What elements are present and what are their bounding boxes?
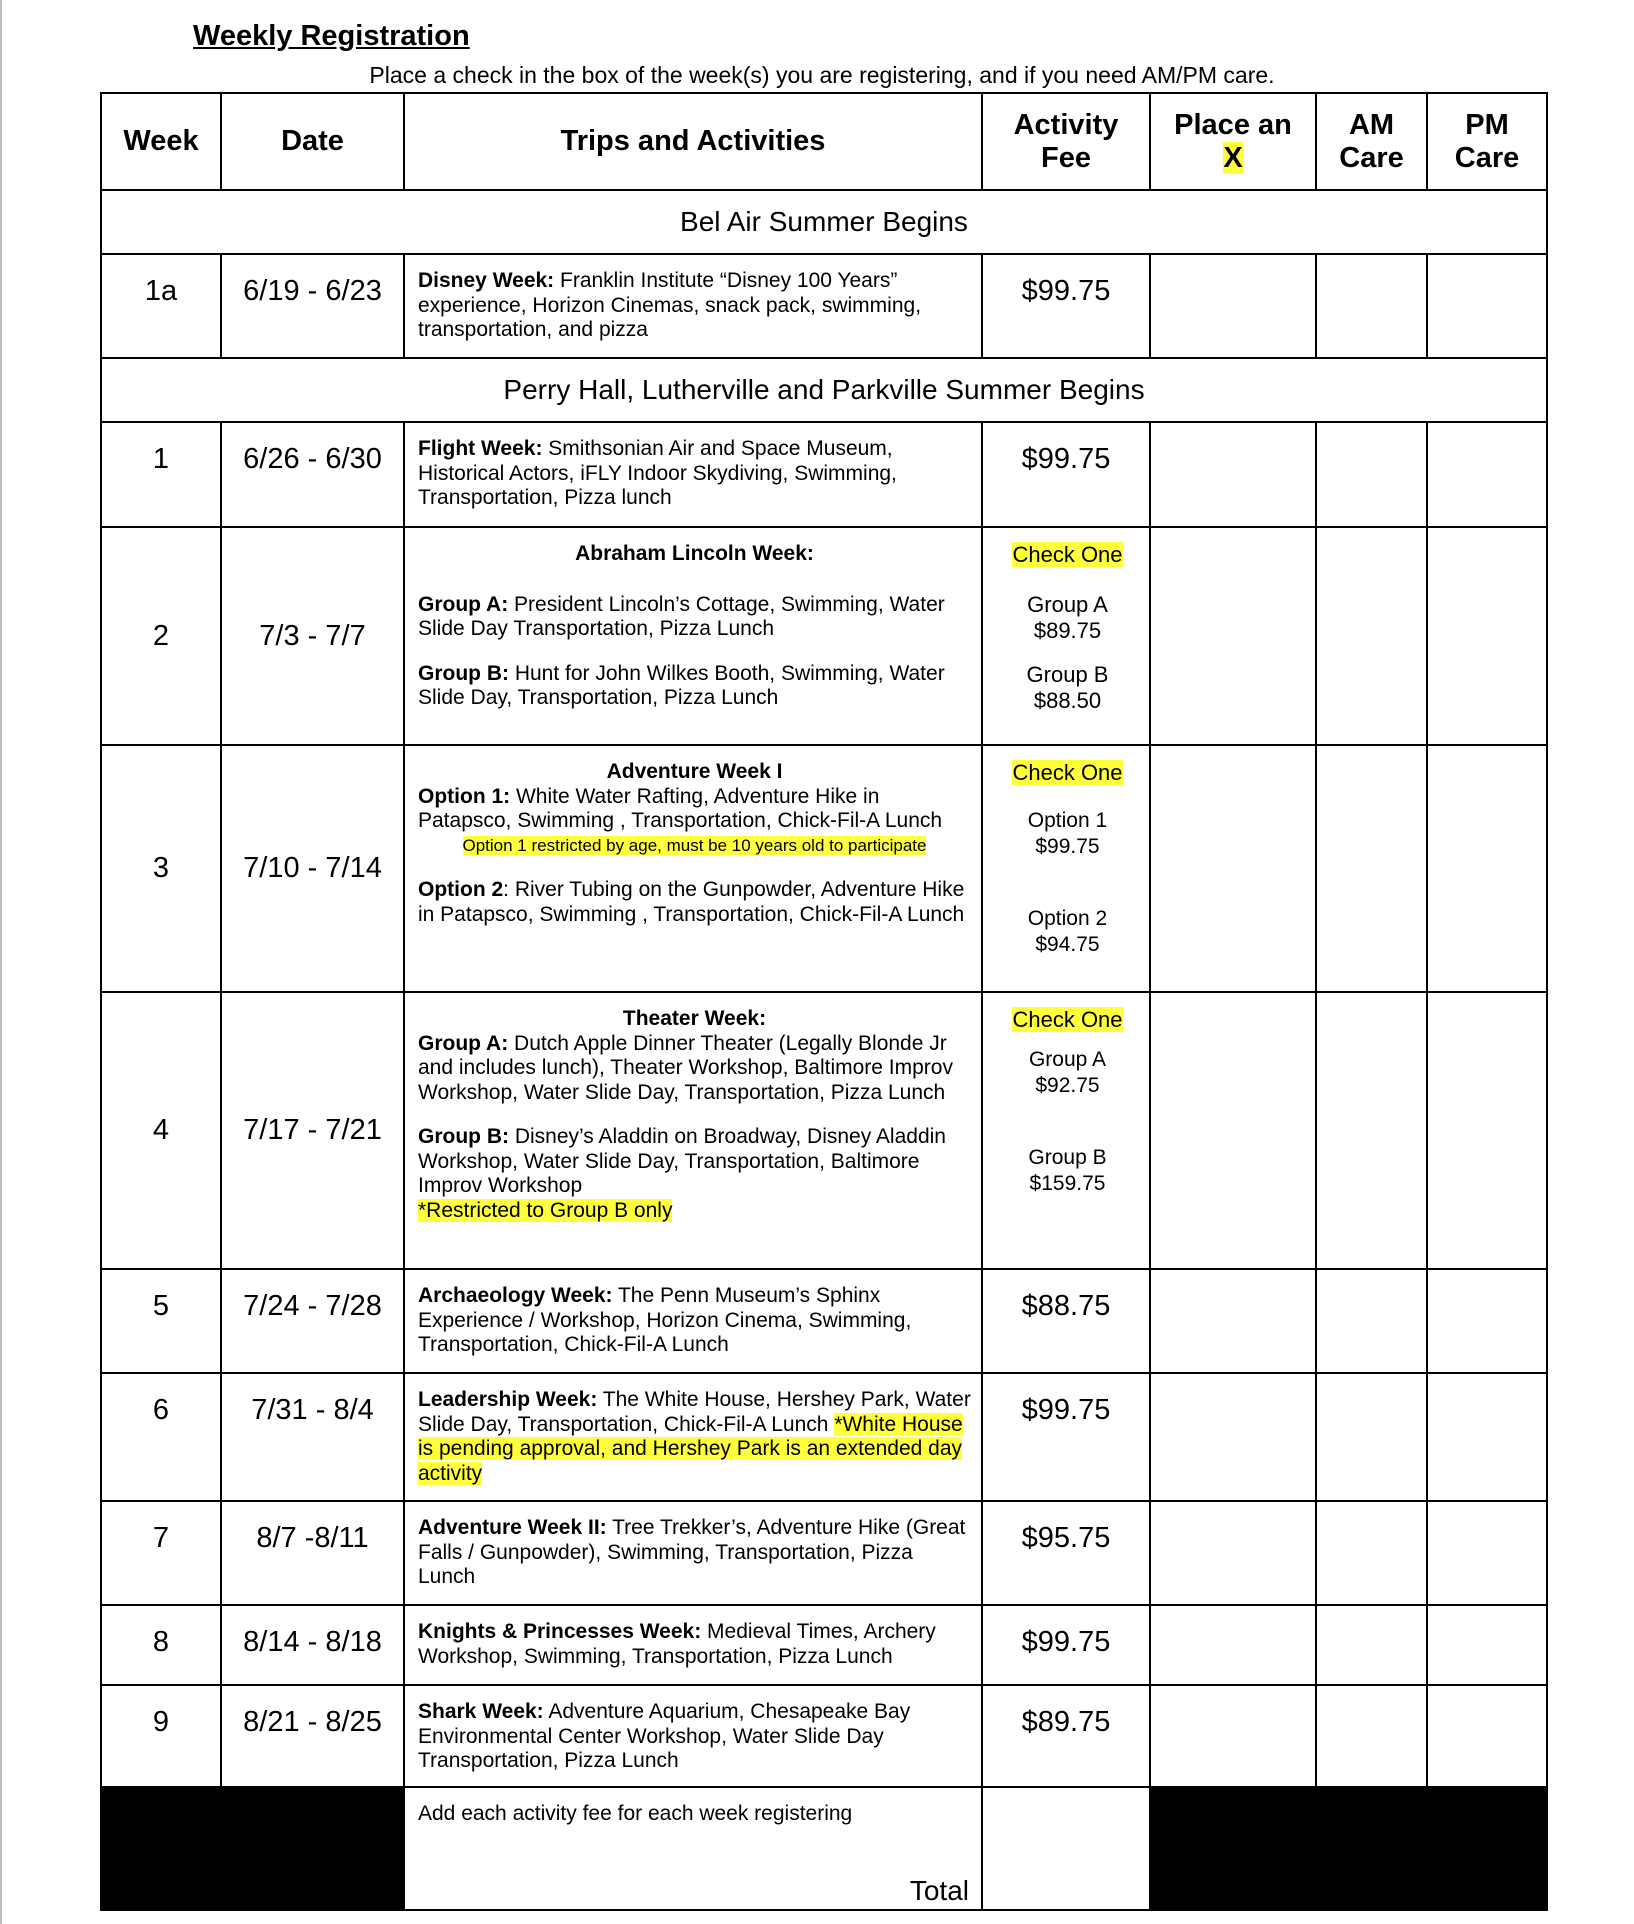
table-row xyxy=(101,1685,1547,1787)
pm-care-box[interactable] xyxy=(1427,254,1547,358)
activity-cell: Knights & Princesses Week: Medieval Times, Archery Workshop, Swimming, Transportation, Pizza Lunch xyxy=(404,1605,982,1685)
age-restriction-note: Option 1 restricted by age, must be 10 years old to participate xyxy=(462,835,927,855)
header-date: Date xyxy=(221,93,404,190)
activity-cell: Flight Week: Smithsonian Air and Space Museum, Historical Actors, iFLY Indoor Skydiving, Swimming, Transportation, Pizza lunch xyxy=(404,422,982,527)
am-care-box[interactable] xyxy=(1316,1373,1427,1501)
total-row xyxy=(101,1787,1547,1910)
table-row xyxy=(101,992,1547,1269)
week-cell: 3 xyxy=(101,745,221,992)
pm-care-box[interactable] xyxy=(1427,1685,1547,1787)
date-cell: 7/3 - 7/7 xyxy=(221,527,404,745)
place-x-box[interactable] xyxy=(1150,1501,1316,1605)
activity-cell: Disney Week: Franklin Institute “Disney 100 Years” experience, Horizon Cinemas, snack pack, swimming, transportation, and pizza xyxy=(404,254,982,358)
table-row xyxy=(101,527,1547,745)
check-one-label: Check One xyxy=(1012,542,1123,567)
blackout-cell xyxy=(1150,1787,1547,1910)
date-cell: 8/21 - 8/25 xyxy=(221,1685,404,1787)
place-x-box[interactable] xyxy=(1150,1605,1316,1685)
table-row xyxy=(101,254,1547,358)
date-cell: 7/31 - 8/4 xyxy=(221,1373,404,1501)
am-care-box[interactable] xyxy=(1316,1605,1427,1685)
fee-options-cell: Check One Group A $89.75 Group B $88.50 xyxy=(982,527,1150,745)
header-pm-care: PM Care xyxy=(1427,93,1547,190)
pm-care-box[interactable] xyxy=(1427,1373,1547,1501)
date-cell: 6/26 - 6/30 xyxy=(221,422,404,527)
page-edge xyxy=(0,0,2,1924)
header-am-care: AM Care xyxy=(1316,93,1427,190)
fee-cell: $88.75 xyxy=(982,1269,1150,1373)
header-row xyxy=(101,93,1547,190)
place-x-box[interactable] xyxy=(1150,1685,1316,1787)
fee-cell: $99.75 xyxy=(982,422,1150,527)
activity-cell: Shark Week: Adventure Aquarium, Chesapeake Bay Environmental Center Workshop, Water Slide Day Transportation, Pizza Lunch xyxy=(404,1685,982,1787)
instructions: Place a check in the box of the week(s) you are registering, and if you need AM/PM care. xyxy=(369,62,1275,88)
activity-cell: Archaeology Week: The Penn Museum’s Sphinx Experience / Workshop, Horizon Cinema, Swimming, Transportation, Chick-Fil-A Lunch xyxy=(404,1269,982,1373)
place-x-box[interactable] xyxy=(1150,1373,1316,1501)
banner-bel-air: Bel Air Summer Begins xyxy=(101,190,1547,254)
pm-care-box[interactable] xyxy=(1427,1501,1547,1605)
am-care-box[interactable] xyxy=(1316,422,1427,527)
am-care-box[interactable] xyxy=(1316,745,1427,992)
blackout-cell xyxy=(101,1787,404,1910)
place-x-box[interactable] xyxy=(1150,1269,1316,1373)
place-x-box[interactable] xyxy=(1150,254,1316,358)
fee-cell: $99.75 xyxy=(982,1373,1150,1501)
fee-cell: $99.75 xyxy=(982,1605,1150,1685)
fee-options-cell: Check One Group A $92.75 Group B $159.75 xyxy=(982,992,1150,1269)
pm-care-box[interactable] xyxy=(1427,527,1547,745)
week-cell: 7 xyxy=(101,1501,221,1605)
week-cell: 4 xyxy=(101,992,221,1269)
week-cell: 1a xyxy=(101,254,221,358)
place-x-box[interactable] xyxy=(1150,992,1316,1269)
table-row xyxy=(101,1605,1547,1685)
place-x-box[interactable] xyxy=(1150,527,1316,745)
table-row xyxy=(101,422,1547,527)
date-cell: 7/17 - 7/21 xyxy=(221,992,404,1269)
fee-options-cell: Check One Option 1 $99.75 Option 2 $94.75 xyxy=(982,745,1150,992)
place-x-box[interactable] xyxy=(1150,422,1316,527)
week-cell: 9 xyxy=(101,1685,221,1787)
header-fee: Activity Fee xyxy=(982,93,1150,190)
header-trips: Trips and Activities xyxy=(404,93,982,190)
date-cell: 8/7 -8/11 xyxy=(221,1501,404,1605)
banner-row xyxy=(101,190,1547,254)
date-cell: 7/24 - 7/28 xyxy=(221,1269,404,1373)
fee-cell: $89.75 xyxy=(982,1685,1150,1787)
page-title: Weekly Registration xyxy=(193,20,470,52)
am-care-box[interactable] xyxy=(1316,1685,1427,1787)
week-cell: 1 xyxy=(101,422,221,527)
pm-care-box[interactable] xyxy=(1427,992,1547,1269)
place-x-box[interactable] xyxy=(1150,745,1316,992)
leadership-note: *White House is pending approval, and Hershey Park is an extended day activity xyxy=(418,1412,963,1485)
activity-cell: Adventure Week II: Tree Trekker’s, Adventure Hike (Great Falls / Gunpowder), Swimming, Transportation, Pizza Lunch xyxy=(404,1501,982,1605)
activity-cell: Adventure Week I Option 1: White Water Rafting, Adventure Hike in Patapsco, Swimming , Transportation, Chick-Fil-A Lunch Option 1 restricted by age, must be 10 years old to participate Option 2: River Tubing on the Gunpowder, Adventure Hike in Patapsco, Swimming , Transportation, Chick-Fil-A Lunch xyxy=(404,745,982,992)
group-b-restriction-note: *Restricted to Group B only xyxy=(418,1198,673,1222)
am-care-box[interactable] xyxy=(1316,1501,1427,1605)
fee-cell: $95.75 xyxy=(982,1501,1150,1605)
banner-row xyxy=(101,358,1547,422)
table-row xyxy=(101,1269,1547,1373)
week-cell: 8 xyxy=(101,1605,221,1685)
date-cell: 8/14 - 8/18 xyxy=(221,1605,404,1685)
pm-care-box[interactable] xyxy=(1427,1269,1547,1373)
activity-cell: Theater Week: Group A: Dutch Apple Dinner Theater (Legally Blonde Jr and includes lunch), Theater Workshop, Baltimore Improv Workshop, Water Slide Day, Transportation, Pizza Lunch Group B: Disney’s Aladdin on Broadway, Disney Aladdin Workshop, Water Slide Day, Transportation, Baltimore Improv Workshop *Restricted to Group B only xyxy=(404,992,982,1269)
fee-cell: $99.75 xyxy=(982,254,1150,358)
date-cell: 6/19 - 6/23 xyxy=(221,254,404,358)
activity-cell: Abraham Lincoln Week: Group A: President Lincoln’s Cottage, Swimming, Water Slide Day Transportation, Pizza Lunch Group B: Hunt for John Wilkes Booth, Swimming, Water Slide Day, Transportation, Pizza Lunch xyxy=(404,527,982,745)
week-cell: 6 xyxy=(101,1373,221,1501)
total-instruction-cell: Add each activity fee for each week registering Total xyxy=(404,1787,982,1910)
am-care-box[interactable] xyxy=(1316,254,1427,358)
header-place: Place an X xyxy=(1150,93,1316,190)
pm-care-box[interactable] xyxy=(1427,1605,1547,1685)
table-row xyxy=(101,1373,1547,1501)
week-cell: 5 xyxy=(101,1269,221,1373)
pm-care-box[interactable] xyxy=(1427,422,1547,527)
total-fee-box[interactable] xyxy=(982,1787,1150,1910)
am-care-box[interactable] xyxy=(1316,527,1427,745)
banner-perry-hall: Perry Hall, Lutherville and Parkville Summer Begins xyxy=(101,358,1547,422)
activity-cell: Leadership Week: The White House, Hershey Park, Water Slide Day, Transportation, Chick-Fil-A Lunch *White House is pending approval, and Hershey Park is an extended day activity xyxy=(404,1373,982,1501)
check-one-label: Check One xyxy=(1012,760,1123,785)
table-row xyxy=(101,1501,1547,1605)
date-cell: 7/10 - 7/14 xyxy=(221,745,404,992)
total-label: Total xyxy=(909,1874,969,1906)
week-cell: 2 xyxy=(101,527,221,745)
am-care-box[interactable] xyxy=(1316,1269,1427,1373)
am-care-box[interactable] xyxy=(1316,992,1427,1269)
check-one-label: Check One xyxy=(1012,1007,1123,1032)
registration-table xyxy=(100,92,1548,1911)
pm-care-box[interactable] xyxy=(1427,745,1547,992)
header-week: Week xyxy=(101,93,221,190)
table-row xyxy=(101,745,1547,992)
